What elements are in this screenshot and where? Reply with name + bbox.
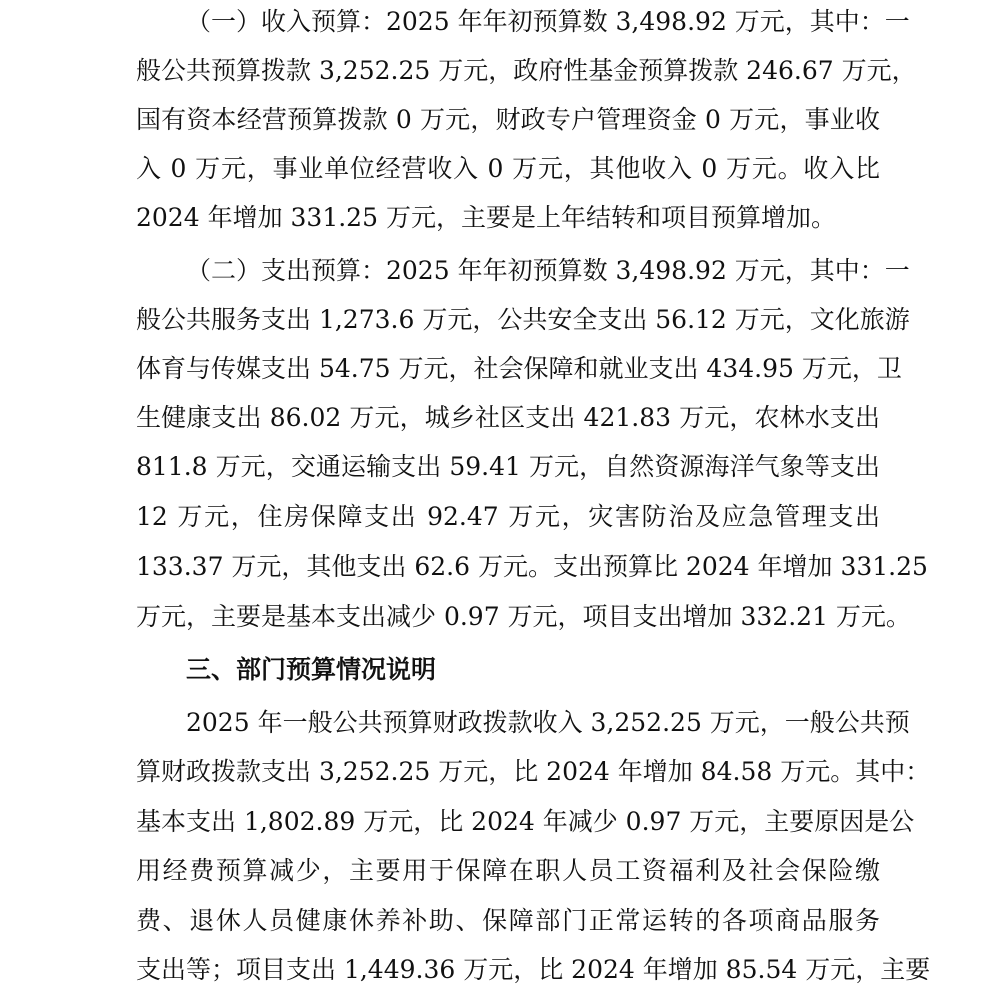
- text-line: 2024 年增加 331.25 万元，主要是上年结转和项目预算增加。: [136, 203, 836, 232]
- section-heading: 三、部门预算情况说明: [186, 655, 437, 684]
- text-line: （一）收入预算：2025 年年初预算数 3,498.92 万元，其中：一: [186, 7, 910, 36]
- text-line: 入 0 万元，事业单位经营收入 0 万元，其他收入 0 万元。收入比: [136, 154, 880, 183]
- text-line: 811.8 万元，交通运输支出 59.41 万元，自然资源海洋气象等支出: [136, 452, 880, 481]
- text-line: 国有资本经营预算拨款 0 万元，财政专户管理资金 0 万元，事业收: [136, 105, 880, 134]
- text-line: 133.37 万元，其他支出 62.6 万元。支出预算比 2024 年增加 331.25: [136, 552, 928, 581]
- text-line: 2025 年一般公共预算财政拨款收入 3,252.25 万元，一般公共预: [186, 708, 910, 737]
- text-line: 生健康支出 86.02 万元，城乡社区支出 421.83 万元，农林水支出: [136, 403, 880, 432]
- text-line: （二）支出预算：2025 年年初预算数 3,498.92 万元，其中：一: [186, 256, 910, 285]
- text-line: 用经费预算减少，主要用于保障在职人员工资福利及社会保险缴: [136, 856, 880, 885]
- text-line: 般公共预算拨款 3,252.25 万元，政府性基金预算拨款 246.67 万元，: [136, 56, 917, 85]
- text-line: 基本支出 1,802.89 万元，比 2024 年减少 0.97 万元，主要原因是公: [136, 807, 915, 836]
- text-line: 费、退休人员健康休养补助、保障部门正常运转的各项商品服务: [136, 906, 880, 935]
- text-line: 12 万元，住房保障支出 92.47 万元，灾害防治及应急管理支出: [136, 502, 880, 531]
- text-line: 算财政拨款支出 3,252.25 万元，比 2024 年增加 84.58 万元。其中：: [136, 757, 931, 786]
- text-line: 支出等；项目支出 1,449.36 万元，比 2024 年增加 85.54 万元，主要: [136, 955, 931, 984]
- text-line: 体育与传媒支出 54.75 万元，社会保障和就业支出 434.95 万元，卫: [136, 354, 902, 383]
- text-line: 般公共服务支出 1,273.6 万元，公共安全支出 56.12 万元，文化旅游: [136, 305, 910, 334]
- text-line: 万元，主要是基本支出减少 0.97 万元，项目支出增加 332.21 万元。: [136, 602, 911, 631]
